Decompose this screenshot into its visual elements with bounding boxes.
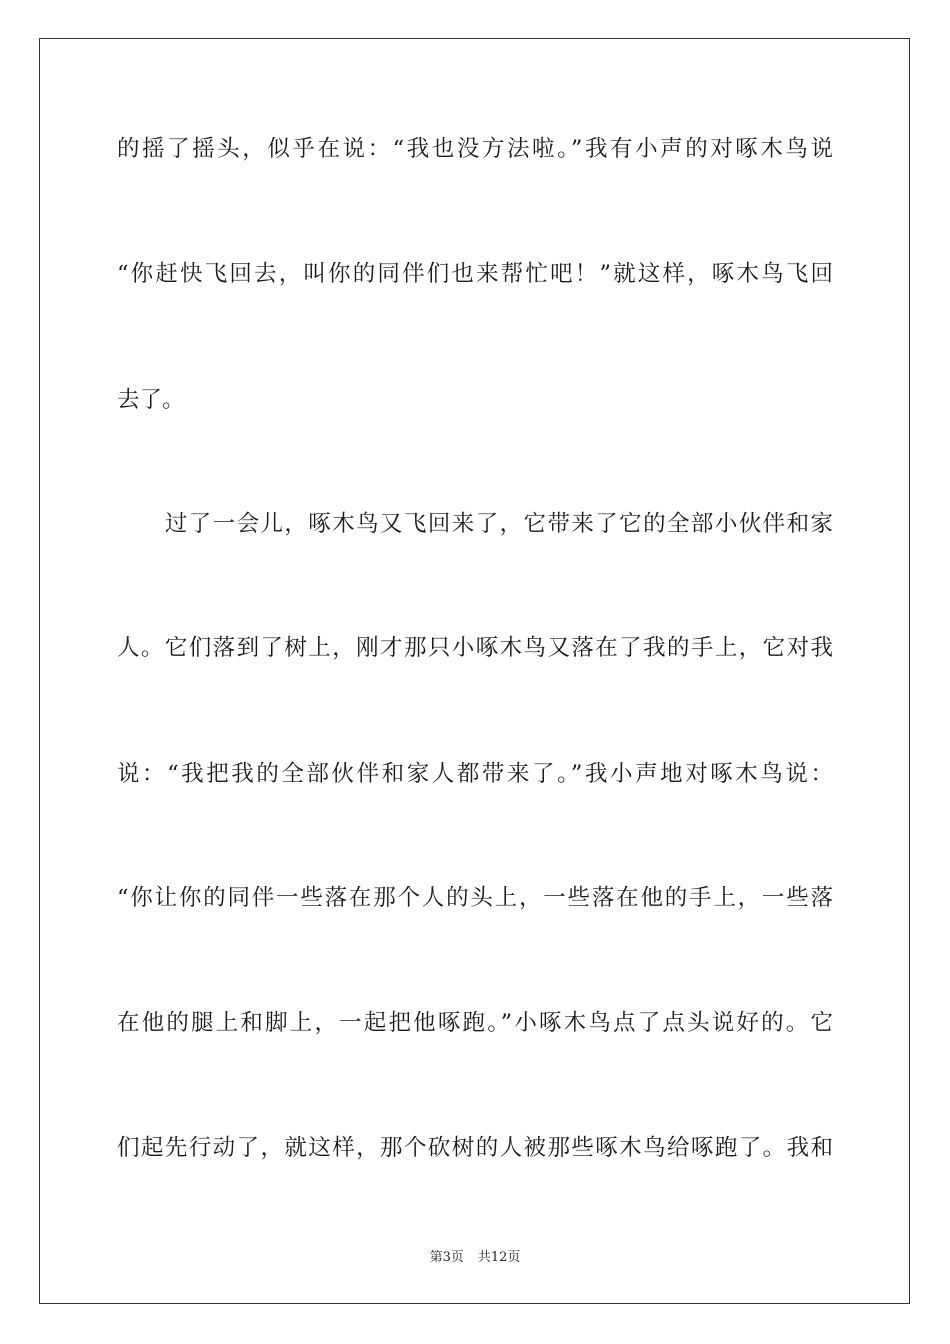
text-line: 去了。 xyxy=(117,387,185,413)
total-pages: 共12页 xyxy=(477,1250,521,1265)
page-footer xyxy=(0,1249,950,1267)
text-line: “你让你的同伴一些落在那个人的头上，一些落在他的手上，一些落 xyxy=(117,885,833,911)
text-line: “你赶快飞回去，叫你的同伴们也来帮忙吧！”就这样，啄木鸟飞回 xyxy=(117,261,833,287)
text-line: 说：“我把我的全部伙伴和家人都带来了。”我小声地对啄木鸟说： xyxy=(117,761,833,787)
page-border xyxy=(39,38,910,1304)
text-line: 们起先行动了，就这样，那个砍树的人被那些啄木鸟给啄跑了。我和 xyxy=(117,1135,833,1161)
text-line: 人。它们落到了树上，刚才那只小啄木鸟又落在了我的手上，它对我 xyxy=(117,635,833,661)
page-number: 第3页 xyxy=(429,1250,464,1265)
text-line: 的摇了摇头，似乎在说：“我也没方法啦。”我有小声的对啄木鸟说 xyxy=(117,136,833,162)
paragraph-start-line: 过了一会儿，啄木鸟又飞回来了，它带来了它的全部小伙伴和家 xyxy=(117,511,833,537)
text-line: 在他的腿上和脚上，一起把他啄跑。”小啄木鸟点了点头说好的。它 xyxy=(117,1010,833,1036)
